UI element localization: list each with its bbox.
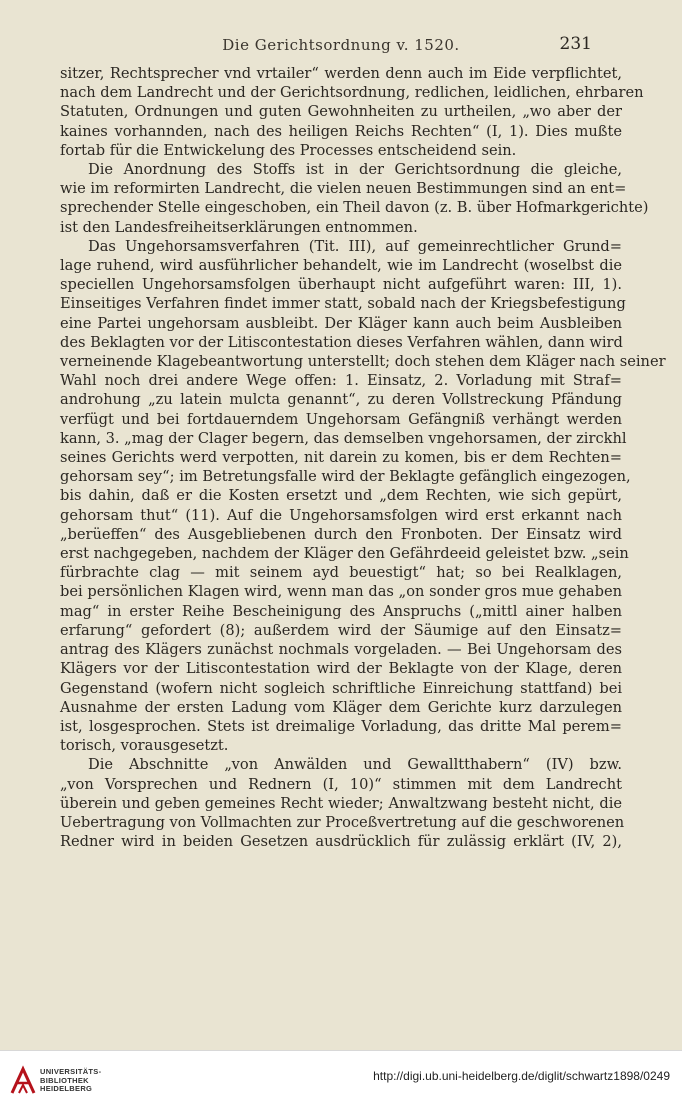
text-line: bei persönlichen Klagen wird, wenn man das „on sonder gros mue gehaben: [60, 583, 622, 601]
text-line: verfügt und bei fortdauerndem Ungehorsam Gefängniß verhängt werden: [60, 410, 622, 428]
text-line: gehorsam thut“ (11). Auf die Ungehorsamsfolgen wird erst erkannt nach: [60, 506, 622, 524]
text-line: Statuten, Ordnungen und guten Gewohnheiten zu urtheilen, „wo aber der: [60, 103, 622, 121]
text-line: Die Abschnitte „von Anwälden und Gewalltthabern“ (IV) bzw.: [88, 756, 622, 774]
text-line: Uebertragung von Vollmachten zur Proceßvertretung auf die geschworenen: [60, 813, 625, 831]
text-line: verneinende Klagebeantwortung unterstellt; doch stehen dem Kläger nach seiner: [60, 353, 666, 371]
text-line: überein und geben gemeines Recht wieder; Anwaltzwang besteht nicht, die: [60, 794, 622, 812]
text-line: fortab für die Entwickelung des Processes entscheidend sein.: [60, 141, 517, 159]
paragraph: [60, 160, 649, 237]
page-number: 231: [559, 34, 592, 54]
logo-line: UNIVERSITÄTS-: [40, 1067, 102, 1076]
text-line: fürbrachte clag — mit seinem ayd beuestigt“ hat; so bei Realklagen,: [60, 564, 622, 582]
text-line: ist den Landesfreiheitserklärungen entnommen.: [60, 218, 418, 236]
text-line: lage ruhend, wird ausführlicher behandelt, wie im Landrecht (woselbst die: [60, 257, 622, 275]
text-line: gehorsam sey“; im Betretungsfalle wird der Beklagte gefänglich eingezogen,: [60, 468, 631, 486]
text-line: Ausnahme der ersten Ladung vom Kläger dem Gerichte kurz darzulegen: [60, 698, 622, 716]
text-line: ist, losgesprochen. Stets ist dreimalige Vorladung, das dritte Mal perem=: [60, 717, 622, 735]
text-line: Wahl noch drei andere Wege offen: 1. Einsatz, 2. Vorladung mit Straf=: [60, 372, 622, 390]
text-line: mag“ in erster Reihe Bescheinigung des Anspruchs („mittl ainer halben: [60, 602, 622, 620]
text-line: erst nachgegeben, nachdem der Kläger den Gefährdeeid geleistet bzw. „sein: [60, 545, 629, 563]
text-line: bis dahin, daß er die Kosten ersetzt und „dem Rechten, wie sich gepürt,: [60, 487, 622, 505]
text-line: seines Gerichts werd verpotten, nit darein zu komen, bis er dem Rechten=: [60, 449, 622, 467]
text-line: kann, 3. „mag der Clager begern, das demselben vngehorsamen, der zirckhl: [60, 429, 627, 447]
text-line: des Beklagten vor der Litiscontestation dieses Verfahren wählen, dann wird: [60, 333, 623, 351]
running-head: [0, 34, 682, 58]
text-line: Redner wird in beiden Gesetzen ausdrücklich für zulässig erklärt (IV, 2),: [60, 833, 622, 851]
paragraph: [60, 64, 644, 160]
text-line: speciellen Ungehorsamsfolgen überhaupt nicht aufgeführt waren: III, 1).: [60, 276, 622, 294]
body-text: [60, 64, 666, 851]
text-line: Das Ungehorsamsverfahren (Tit. III), auf gemeinrechtlicher Grund=: [88, 237, 622, 255]
library-logo-text: [40, 1068, 101, 1094]
text-line: Einseitiges Verfahren findet immer statt, sobald nach der Kriegsbefestigung: [60, 295, 626, 313]
text-line: Die Anordnung des Stoffs ist in der Gerichtsordnung die gleiche,: [88, 161, 622, 179]
logo-line: HEIDELBERG: [40, 1084, 93, 1093]
text-line: nach dem Landrecht und der Gerichtsordnung, redlichen, leidlichen, ehrbaren: [60, 84, 644, 102]
text-line: Klägers vor der Litiscontestation wird der Beklagte von der Klage, deren: [60, 660, 622, 678]
text-line: wie im reformirten Landrecht, die vielen neuen Bestimmungen sind an ent=: [60, 180, 627, 198]
text-line: androhung „zu latein mulcta genannt“, zu deren Vollstreckung Pfändung: [60, 391, 622, 409]
source-url-link[interactable]: http://digi.ub.uni-heidelberg.de/diglit/schwartz1898/0249: [373, 1069, 670, 1083]
text-line: torisch, vorausgesetzt.: [60, 737, 229, 755]
viewer-footer: [0, 1050, 682, 1110]
running-title: Die Gerichtsordnung v. 1520.: [222, 36, 460, 54]
text-line: Gegenstand (wofern nicht sogleich schriftliche Einreichung stattfand) bei: [60, 679, 622, 697]
text-line: antrag des Klägers zunächst nochmals vorgeladen. — Bei Ungehorsam des: [60, 641, 622, 659]
heidelberg-logo-icon: [10, 1065, 36, 1095]
text-line: sprechender Stelle eingeschoben, ein Theil davon (z. B. über Hofmarkgerichte): [60, 199, 649, 217]
text-line: erfarung“ gefordert (8); außerdem wird der Säumige auf den Einsatz=: [60, 621, 622, 639]
text-line: eine Partei ungehorsam ausbleibt. Der Kläger kann auch beim Ausbleiben: [60, 314, 622, 332]
text-line: „berüeffen“ des Ausgebliebenen durch den Fronboten. Der Einsatz wird: [60, 525, 622, 543]
text-line: „von Vorsprechen und Rednern (I, 10)“ stimmen mit dem Landrecht: [60, 775, 622, 793]
text-line: sitzer, Rechtsprecher vnd vrtailer“ werden denn auch im Eide verpflichtet,: [60, 65, 622, 82]
text-line: kaines vorhannden, nach des heiligen Reichs Rechten“ (I, 1). Dies mußte: [60, 122, 622, 140]
paragraph: [60, 237, 666, 755]
paragraph: [60, 755, 625, 851]
logo-line: BIBLIOTHEK: [40, 1075, 89, 1085]
